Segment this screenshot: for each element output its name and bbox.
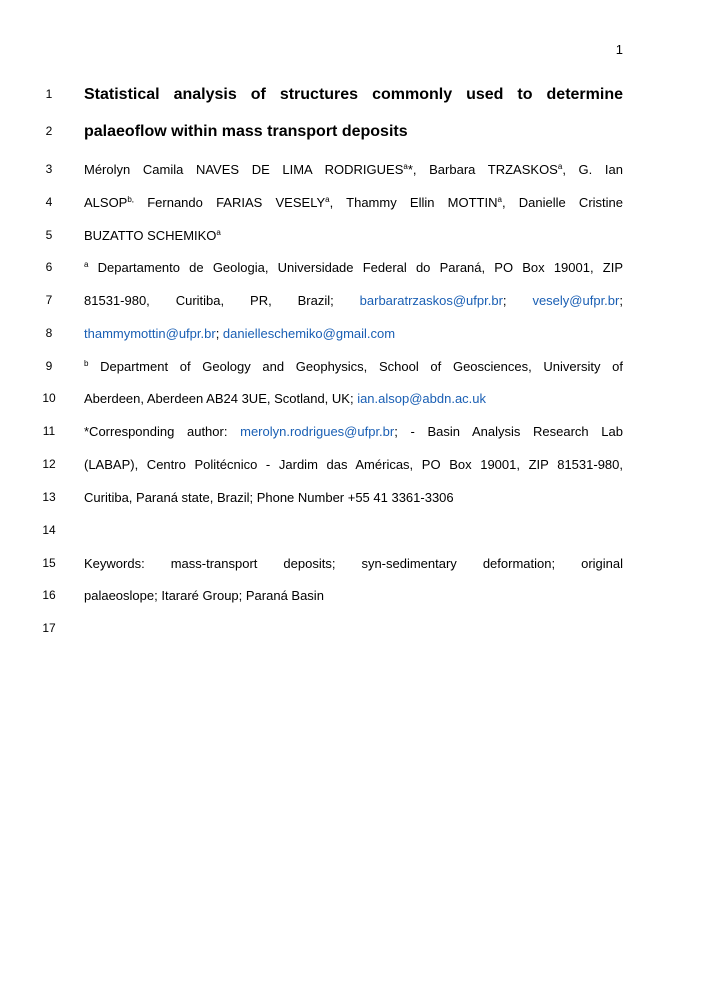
manuscript-line	[0, 251, 707, 284]
manuscript-line	[0, 382, 707, 415]
manuscript-line	[0, 78, 707, 111]
email-link[interactable]: vesely@ufpr.br	[532, 293, 620, 308]
keywords-line-2: palaeoslope; Itararé Group; Paraná Basin	[84, 588, 324, 603]
affiliation-text: 81531-980, Curitiba, PR, Brazil;	[84, 293, 360, 308]
author-name: BUZATTO SCHEMIKO	[84, 228, 217, 243]
keywords-line-1: Keywords: mass-transport deposits; syn-sedimentary deformation; original	[84, 556, 623, 571]
manuscript-line	[0, 219, 707, 252]
affiliation-superscript: a	[497, 195, 502, 204]
affiliation-b-line-1	[84, 350, 623, 383]
corresponding-label: *Corresponding author:	[84, 424, 241, 439]
separator: ;	[502, 293, 533, 308]
manuscript-line	[0, 448, 707, 481]
authors-line-3	[84, 219, 623, 252]
manuscript-line	[0, 186, 707, 219]
line-number: 17	[42, 621, 56, 635]
affiliation-a-line-3	[84, 317, 623, 350]
affiliation-a-line-1	[84, 251, 623, 284]
author-name: Fernando FARIAS VESELY	[134, 195, 326, 210]
line-number: 9	[45, 359, 53, 373]
affiliation-superscript: a	[403, 162, 408, 171]
author-name: , G. Ian	[562, 162, 623, 177]
email-link[interactable]: danielleschemiko@gmail.com	[222, 326, 396, 341]
author-name: , Barbara TRZASKOS	[412, 162, 558, 177]
affiliation-superscript: a	[557, 162, 563, 171]
affiliation-b-line-2	[84, 382, 623, 415]
line-number: 2	[45, 124, 53, 138]
line-number: 16	[42, 588, 56, 602]
corresponding-text: ; - Basin Analysis Research Lab	[394, 424, 623, 439]
author-name: Mérolyn Camila NAVES DE LIMA RODRIGUES	[84, 162, 404, 177]
line-number: 11	[42, 424, 56, 438]
affiliation-text: Department of Geology and Geophysics, School of Geosciences, University of	[88, 359, 623, 374]
author-name: , Thammy Ellin MOTTIN	[329, 195, 498, 210]
line-number: 13	[42, 490, 56, 504]
manuscript-line	[0, 153, 707, 186]
corresponding-line-3: Curitiba, Paraná state, Brazil; Phone Number +55 41 3361-3306	[84, 490, 454, 505]
page-number: 1	[615, 42, 623, 57]
paper-title-line-1: Statistical analysis of structures commonly used to determine	[84, 86, 623, 103]
corresponding-line-2: (LABAP), Centro Politécnico - Jardim das Américas, PO Box 19001, ZIP 81531-980,	[84, 457, 623, 472]
affiliation-text: Aberdeen, Aberdeen AB24 3UE, Scotland, UK;	[84, 391, 358, 406]
author-name: , Danielle Cristine	[501, 195, 623, 210]
line-number: 4	[45, 195, 53, 209]
corresponding-line-1	[84, 415, 623, 448]
affiliation-superscript: b	[84, 359, 89, 368]
authors-line-2	[84, 186, 623, 219]
author-name: ALSOP	[84, 195, 128, 210]
manuscript-line	[0, 415, 707, 448]
manuscript-line	[0, 115, 707, 148]
manuscript-line	[0, 547, 707, 580]
separator: ;	[619, 293, 623, 308]
affiliation-superscript: a	[325, 195, 330, 204]
line-number: 12	[42, 457, 56, 471]
line-number: 1	[45, 87, 53, 101]
manuscript-line	[0, 579, 707, 612]
manuscript-line	[0, 350, 707, 383]
line-number: 7	[45, 293, 53, 307]
manuscript-line	[0, 514, 707, 547]
separator: ;	[215, 326, 223, 341]
affiliation-superscript: b,	[127, 195, 135, 204]
line-number: 8	[45, 326, 53, 340]
email-link[interactable]: barbaratrzaskos@ufpr.br	[359, 293, 503, 308]
paper-title-line-2: palaeoflow within mass transport deposits	[84, 123, 408, 140]
manuscript-line	[0, 612, 707, 645]
corresponding-mark: *	[407, 162, 413, 177]
email-link[interactable]: merolyn.rodrigues@ufpr.br	[240, 424, 395, 439]
line-number: 5	[45, 228, 53, 242]
line-number: 14	[42, 523, 56, 537]
email-link[interactable]: thammymottin@ufpr.br	[84, 326, 216, 341]
line-number: 6	[45, 260, 53, 274]
affiliation-a-line-2	[84, 284, 623, 317]
line-number: 3	[45, 162, 53, 176]
affiliation-text: Departamento de Geologia, Universidade Federal do Paraná, PO Box 19001, ZIP	[88, 260, 623, 275]
manuscript-line	[0, 317, 707, 350]
line-number: 10	[42, 391, 56, 405]
affiliation-superscript: a	[216, 228, 221, 237]
manuscript-line	[0, 481, 707, 514]
line-number: 15	[42, 556, 56, 570]
email-link[interactable]: ian.alsop@abdn.ac.uk	[357, 391, 487, 406]
manuscript-line	[0, 284, 707, 317]
affiliation-superscript: a	[84, 260, 89, 269]
authors-line-1	[84, 153, 623, 186]
